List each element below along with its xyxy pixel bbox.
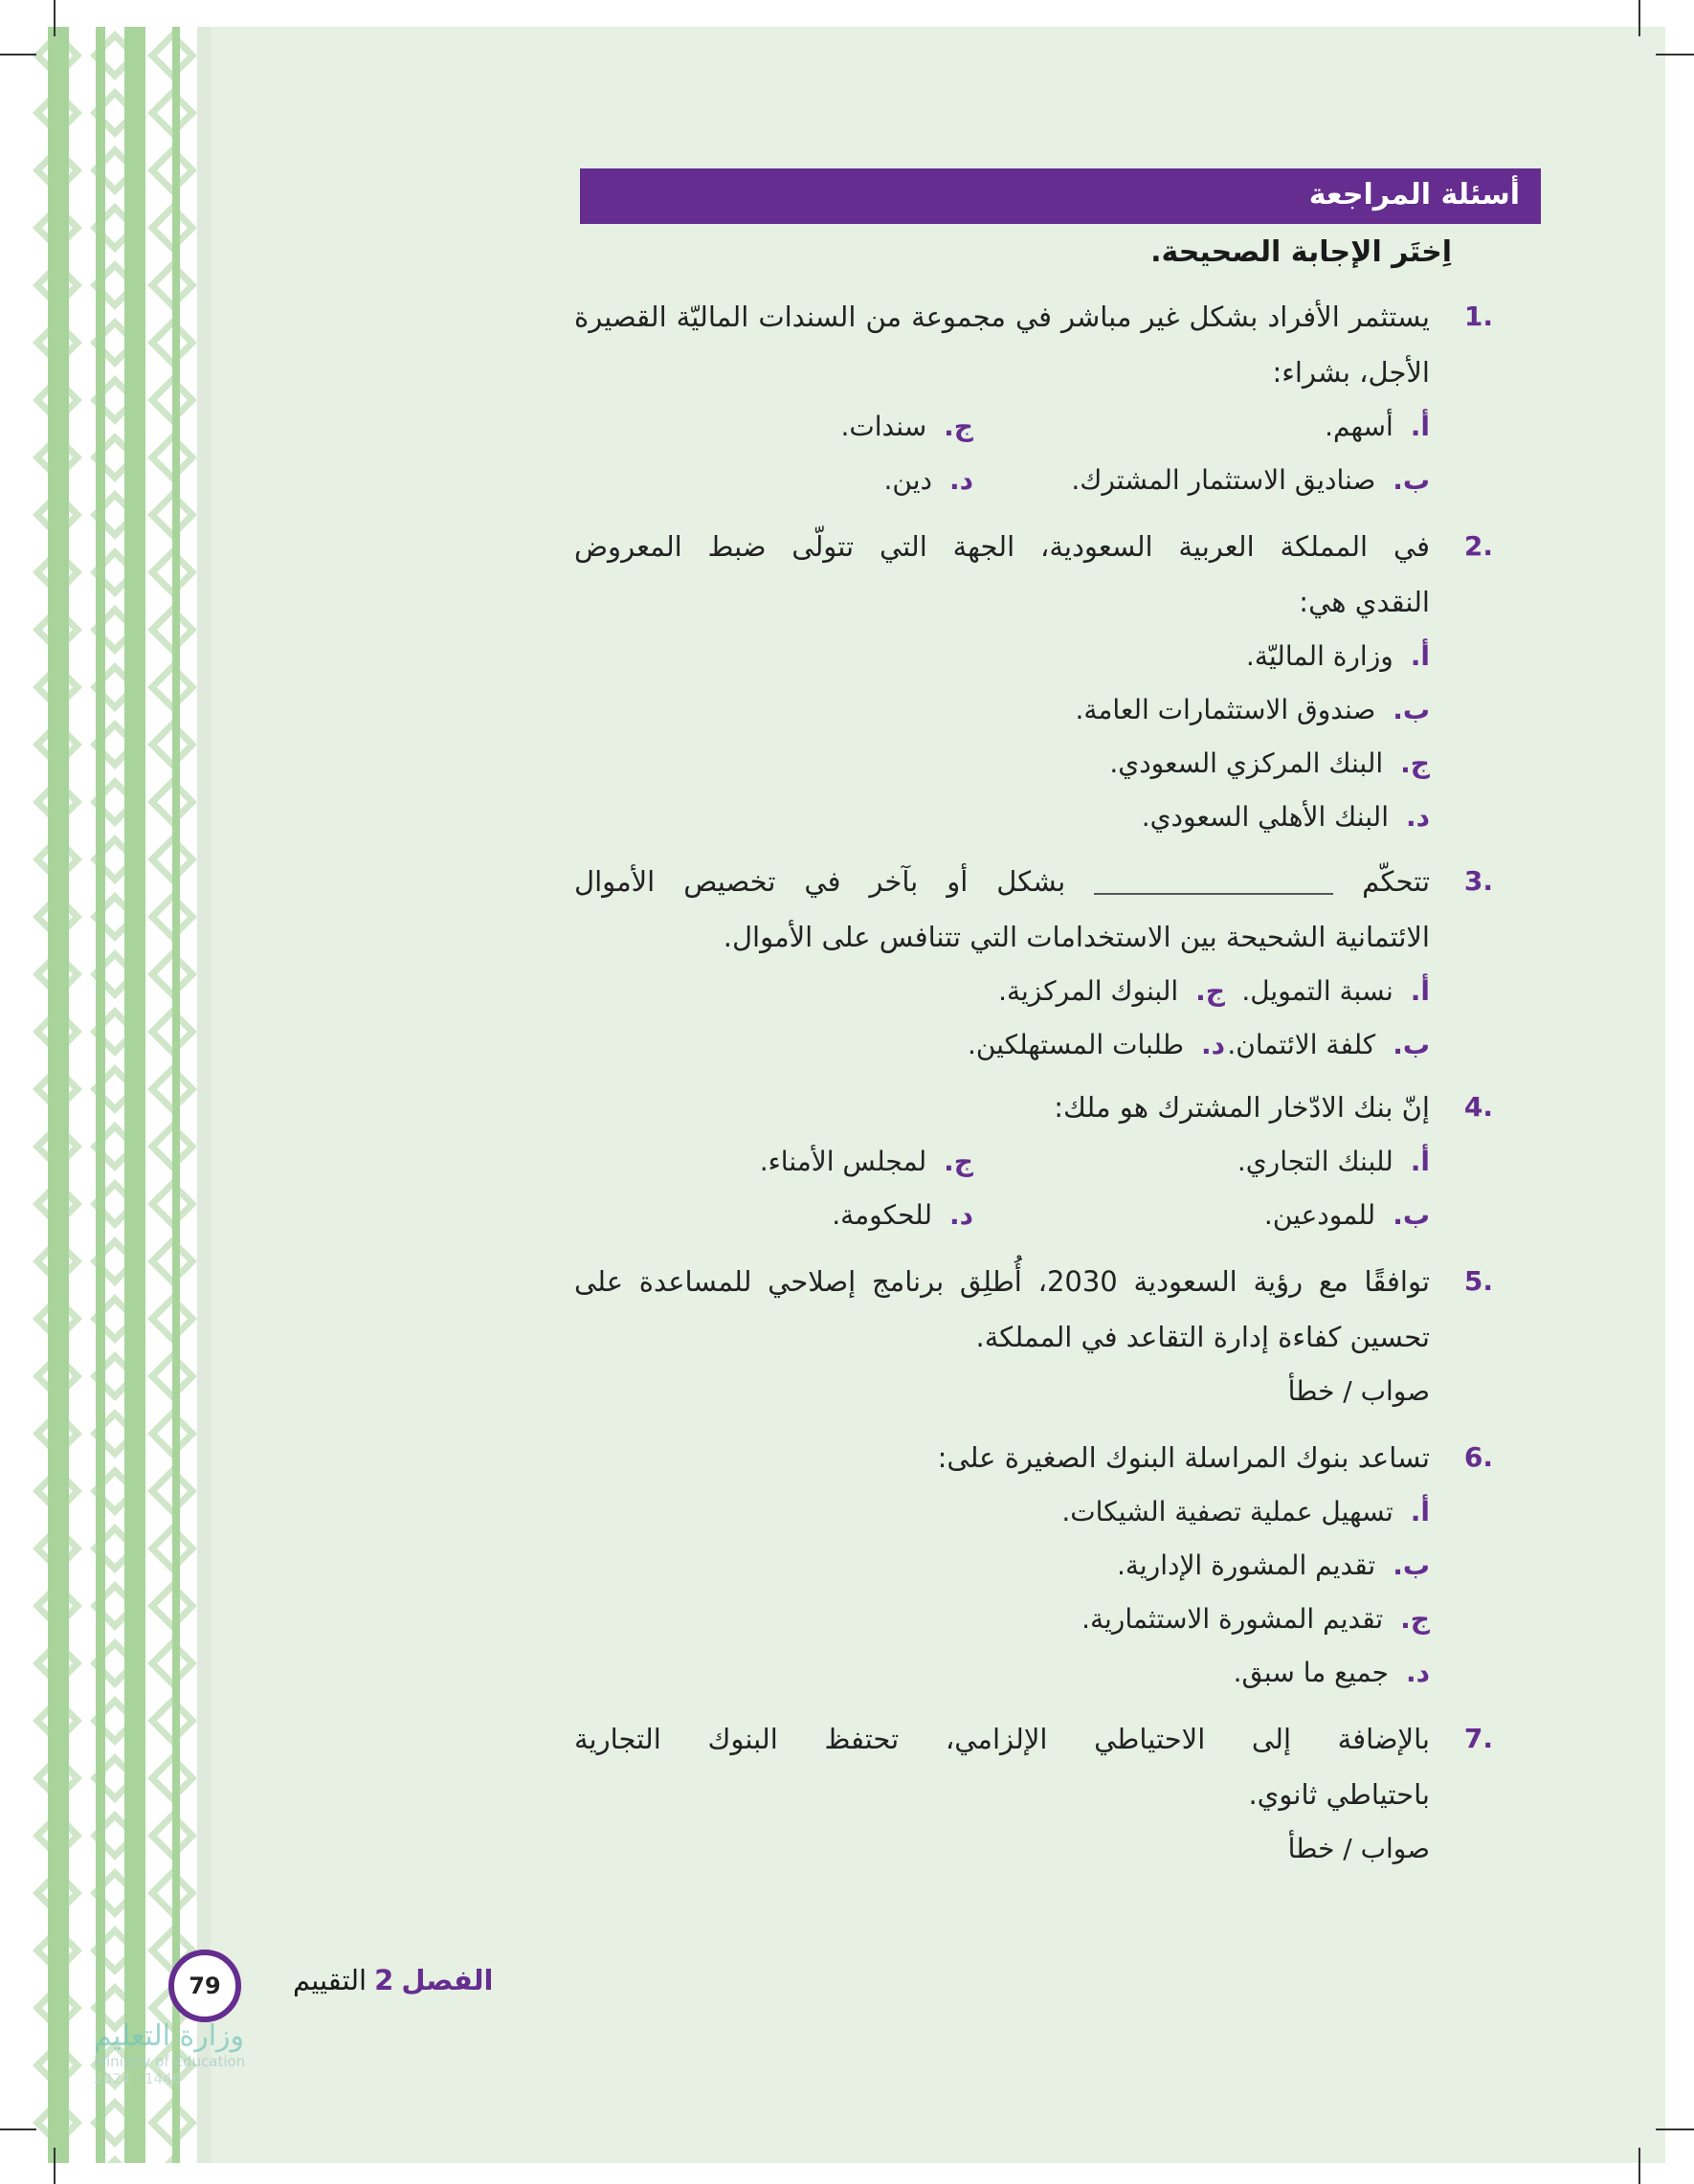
page-number: 79 [168,1950,241,2022]
question-number: .4 [1463,1091,1493,1123]
crop-mark [1656,54,1694,56]
question-3 [574,854,1493,1072]
option-b[interactable]: ب.صناديق الاستثمار المشترك. [1071,464,1430,496]
question-number: .5 [1463,1265,1493,1297]
option-a[interactable]: أ.نسبة التمويل. [1241,975,1430,1007]
question-text: الائتمانية الشحيحة بين الاستخدامات التي تتنافس على الأموال. [723,921,1430,953]
option-d[interactable]: د.دين. [883,464,973,496]
question-text: إنّ بنك الادّخار المشترك هو ملك: [1054,1091,1430,1124]
option-a[interactable]: أ.تسهيل عملية تصفية الشيكات. [1061,1496,1430,1527]
question-text: الأجل، بشراء: [1272,356,1430,389]
crop-mark [1656,2128,1694,2130]
question-text: تتحكّم بشكل أو بآخر في تخصيص الأموال [574,865,1431,898]
crop-mark [1638,0,1640,36]
option-b[interactable]: ب.صندوق الاستثمارات العامة. [1075,694,1430,725]
option-c[interactable]: ج.لمجلس الأمناء. [759,1146,973,1177]
question-4 [574,1080,1493,1242]
question-number: .1 [1463,301,1493,332]
decorative-stripe-band [29,27,211,2163]
question-number: .6 [1463,1441,1493,1473]
question-7 [574,1711,1493,1876]
option-d[interactable]: د.البنك الأهلي السعودي. [1141,801,1430,833]
question-text: يستثمر الأفراد بشكل غير مباشر في مجموعة من السندات الماليّة القصيرة [574,301,1430,333]
chapter-label: الفصل2التقييم [293,1964,494,1996]
question-number: .3 [1463,865,1493,897]
true-false-choice[interactable]: صواب / خطأ [1287,1833,1430,1864]
option-c[interactable]: ج.البنوك المركزية. [998,975,1225,1007]
question-number: .2 [1463,530,1493,562]
question-text: تساعد بنوك المراسلة البنوك الصغيرة على: [937,1441,1430,1474]
option-b[interactable]: ب.تقديم المشورة الإدارية. [1116,1549,1430,1581]
option-b[interactable]: ب.كلفة الائتمان. [1227,1029,1430,1060]
option-c[interactable]: ج.البنك المركزي السعودي. [1109,747,1430,779]
question-text: باحتياطي ثانوي. [1248,1778,1430,1811]
fill-in-blank[interactable] [1094,872,1333,895]
question-text: بالإضافة إلى الاحتياطي الإلزامي، تحتفظ البنوك التجارية [574,1723,1430,1755]
option-a[interactable]: أ.للبنك التجاري. [1237,1146,1430,1177]
option-d[interactable]: د.جميع ما سبق. [1233,1657,1430,1688]
option-c[interactable]: ج.سندات. [840,411,973,442]
question-number: .7 [1463,1723,1493,1754]
question-text: توافقًا مع رؤية السعودية 2030، أُطلِق برنامج إصلاحي للمساعدة على [574,1265,1430,1298]
crop-mark [1638,2148,1640,2184]
question-text: في المملكة العربية السعودية، الجهة التي تتولّى ضبط المعروض [574,530,1430,563]
option-a[interactable]: أ.وزارة الماليّة. [1245,640,1430,672]
question-1 [574,289,1493,507]
question-text: النقدي هي: [1299,586,1430,618]
question-text: تحسين كفاءة إدارة التقاعد في المملكة. [975,1321,1430,1353]
crop-mark [54,2148,56,2184]
crop-mark [54,0,56,36]
option-c[interactable]: ج.تقديم المشورة الاستثمارية. [1081,1603,1430,1635]
crop-mark [0,2128,36,2130]
question-2 [574,519,1493,844]
question-5 [574,1254,1493,1418]
option-a[interactable]: أ.أسهم. [1325,411,1430,442]
option-b[interactable]: ب.للمودعين. [1263,1199,1430,1231]
section-header-bar [580,168,1541,224]
instruction-text: اِختَر الإجابة الصحيحة. [1150,235,1452,269]
section-title: أسئلة المراجعة [1308,178,1520,212]
crop-mark [0,54,36,56]
option-d[interactable]: د.طلبات المستهلكين. [967,1029,1225,1060]
question-6 [574,1430,1493,1700]
ministry-logo: وزارة التعليم Ministry of Education 2024 - 1446 [94,2019,246,2087]
option-d[interactable]: د.للحكومة. [832,1199,973,1231]
true-false-choice[interactable]: صواب / خطأ [1287,1375,1430,1407]
